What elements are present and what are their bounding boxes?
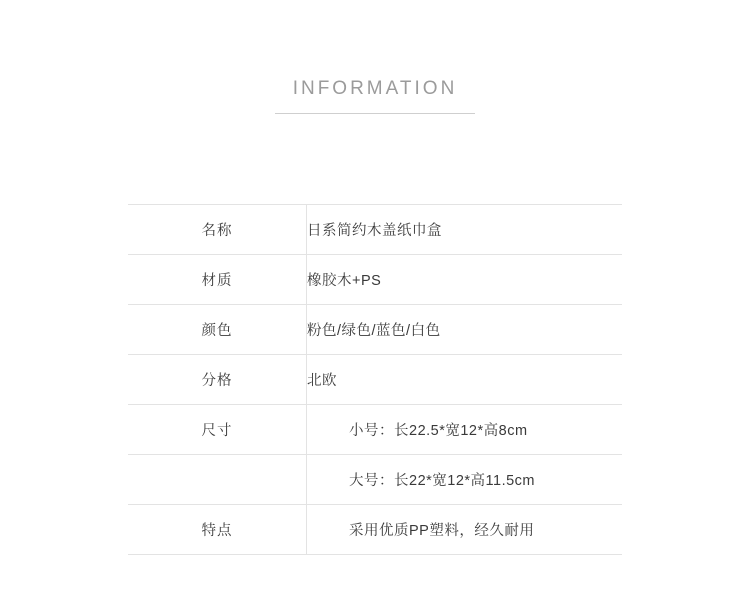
table-row: [128, 205, 622, 255]
spec-label: 分格: [128, 355, 307, 405]
table-row: [128, 255, 622, 305]
spec-value: 日系简约木盖纸巾盒: [307, 205, 623, 255]
spec-label: [128, 455, 307, 505]
page-title: [0, 78, 750, 114]
spec-label: 颜色: [128, 305, 307, 355]
table-row: [128, 355, 622, 405]
table-row: [128, 505, 622, 555]
table-row: [128, 455, 622, 505]
spec-label: 特点: [128, 505, 307, 555]
table-row: [128, 405, 622, 455]
spec-label: 材质: [128, 255, 307, 305]
spec-label: 名称: [128, 205, 307, 255]
specification-table: [128, 204, 622, 555]
table-row: [128, 305, 622, 355]
spec-value: 小号：长22.5*宽12*高8cm: [307, 405, 623, 455]
spec-label: 尺寸: [128, 405, 307, 455]
specification-table-body: [128, 205, 622, 555]
spec-value: 北欧: [307, 355, 623, 405]
spec-value: 采用优质PP塑料，经久耐用: [307, 505, 623, 555]
spec-value: 粉色/绿色/蓝色/白色: [307, 305, 623, 355]
spec-value: 大号：长22*宽12*高11.5cm: [307, 455, 623, 505]
page-title-text: INFORMATION: [275, 78, 476, 114]
spec-value: 橡胶木+PS: [307, 255, 623, 305]
